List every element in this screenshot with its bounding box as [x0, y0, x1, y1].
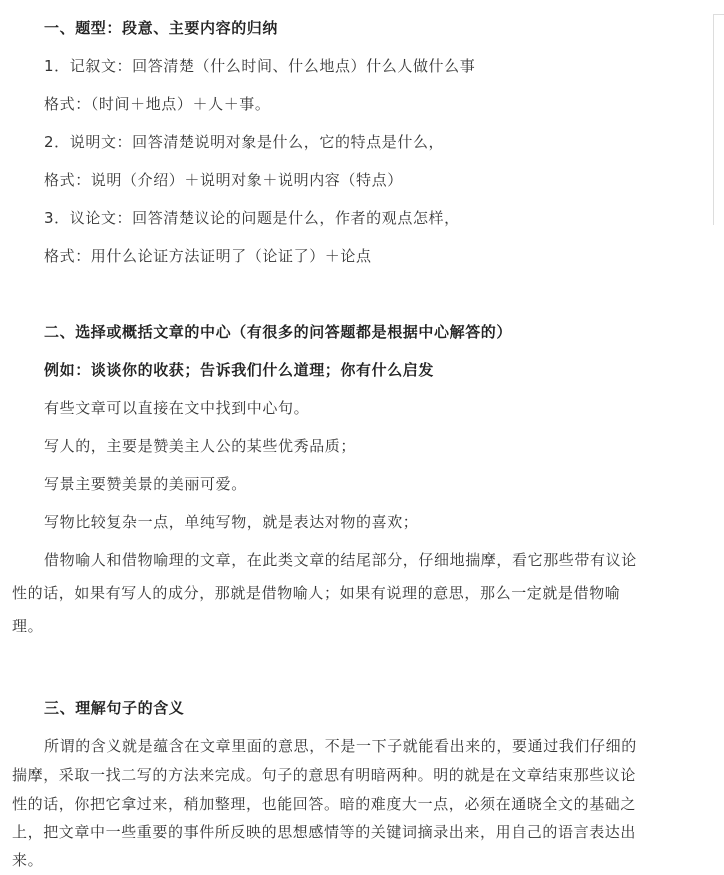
section-3-paragraph-line: 揣摩，采取一找二写的方法来完成。句子的意思有明暗两种。明的就是在文章结束那些议论 [12, 766, 637, 784]
section-2-paragraph: 写景主要赞美景的美丽可爱。 [44, 475, 247, 493]
section-3-paragraph-line: 性的话，你把它拿过来，稍加整理，也能回答。暗的难度大一点，必须在通晓全文的基础之 [12, 795, 637, 813]
narrative-format: 格式：（时间＋地点）＋人＋事。 [44, 95, 271, 113]
expository-answer: 2．说明文：回答清楚说明对象是什么，它的特点是什么， [44, 133, 445, 151]
section-2-paragraph-line: 性的话，如果有写人的成分，那就是借物喻人；如果有说理的意思，那么一定就是借物喻 [12, 584, 621, 602]
narrative-answer: 1．记叙文：回答清楚（什么时间、什么地点）什么人做什么事 [44, 57, 476, 75]
section-3-paragraph-line: 上，把文章中一些重要的事件所反映的思想感情等的关键词摘录出来，用自己的语言表达出 [12, 823, 637, 841]
right-panel-edge [713, 14, 724, 225]
section-3-paragraph-line: 所谓的含义就是蕴含在文章里面的意思，不是一下子就能看出来的，要通过我们仔细的 [44, 737, 637, 755]
section-1-heading: 一、题型：段意、主要内容的归纳 [44, 19, 279, 37]
argumentative-format: 格式：用什么论证方法证明了（论证了）＋论点 [44, 247, 372, 265]
section-2-paragraph-line: 借物喻人和借物喻理的文章，在此类文章的结尾部分，仔细地揣摩，看它那些带有议论 [44, 551, 637, 569]
section-2-example: 例如：谈谈你的收获；告诉我们什么道理；你有什么启发 [44, 361, 435, 379]
section-2-paragraph: 写人的，主要是赞美主人公的某些优秀品质； [44, 437, 357, 455]
section-3-heading: 三、理解句子的含义 [44, 699, 185, 717]
expository-format: 格式：说明（介绍）＋说明对象＋说明内容（特点） [44, 171, 403, 189]
section-2-paragraph: 写物比较复杂一点，单纯写物，就是表达对物的喜欢； [44, 513, 419, 531]
argumentative-answer: 3．议论文：回答清楚议论的问题是什么，作者的观点怎样， [44, 209, 460, 227]
section-2-paragraph-line: 理。 [12, 617, 44, 635]
section-2-heading: 二、选择或概括文章的中心（有很多的问答题都是根据中心解答的） [44, 323, 513, 341]
section-2-paragraph: 有些文章可以直接在文中找到中心句。 [44, 399, 310, 417]
section-3-paragraph-line: 来。 [12, 851, 44, 869]
